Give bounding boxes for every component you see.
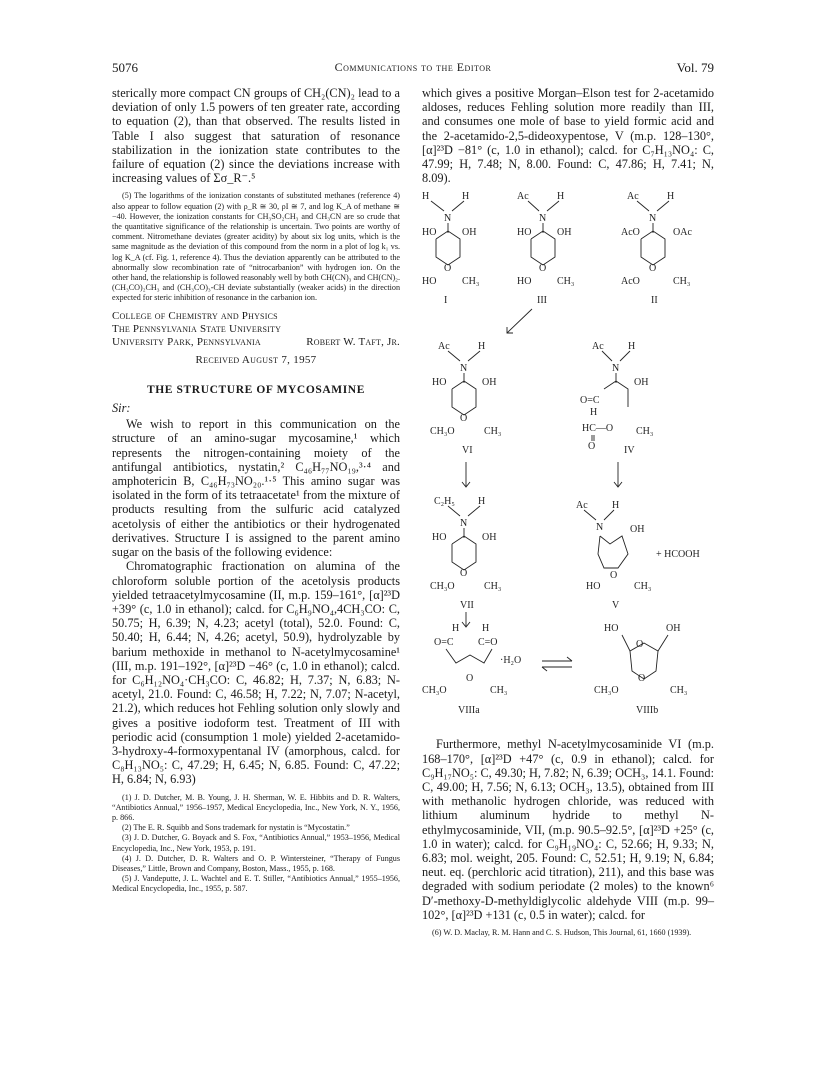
svg-text:O: O xyxy=(638,673,646,685)
svg-text:VIIIb: VIIIb xyxy=(636,705,659,717)
svg-text:N: N xyxy=(612,363,620,375)
svg-text:H: H xyxy=(422,191,430,203)
structure-II xyxy=(621,191,692,306)
svg-text:OH: OH xyxy=(557,227,572,239)
svg-text:N: N xyxy=(596,522,604,534)
structure-VI xyxy=(430,341,501,456)
svg-text:O: O xyxy=(636,639,644,651)
svg-text:VI: VI xyxy=(462,445,473,457)
author-name: Robert W. Taft, Jr. xyxy=(306,335,400,348)
svg-text:H: H xyxy=(478,496,486,508)
svg-text:HO: HO xyxy=(517,227,532,239)
arrows-down-row2 xyxy=(462,462,622,487)
affiliation-line-1: College of Chemistry and Physics xyxy=(112,309,278,322)
svg-text:Ac: Ac xyxy=(438,341,450,353)
svg-text:OH: OH xyxy=(462,227,477,239)
svg-text:CH₃: CH₃ xyxy=(673,276,691,288)
svg-text:I: I xyxy=(444,295,448,307)
footnotes xyxy=(112,793,400,895)
svg-text:C₂H₅: C₂H₅ xyxy=(434,496,455,508)
svg-text:C=O: C=O xyxy=(478,637,498,649)
svg-text:CH₃: CH₃ xyxy=(462,276,480,288)
svg-text:OH: OH xyxy=(630,524,645,536)
svg-text:HO: HO xyxy=(432,377,447,389)
svg-text:CH₃: CH₃ xyxy=(636,426,654,438)
structure-VII xyxy=(430,496,501,611)
footnote-5b: (5) J. Vandeputte, J. L. Wachtel and E. T. Stiller, “Antibiotics Annual,” 1955–1956, Medical Encyclopedia, Inc., 1955, p. 587. xyxy=(112,874,400,894)
svg-text:HO: HO xyxy=(517,276,532,288)
svg-text:O: O xyxy=(460,568,468,580)
svg-text:VIIIa: VIIIa xyxy=(458,705,480,717)
svg-text:O: O xyxy=(460,413,468,425)
svg-text:O: O xyxy=(588,441,596,453)
svg-text:CH₃O: CH₃O xyxy=(594,685,619,697)
svg-text:N: N xyxy=(460,363,468,375)
svg-text:OH: OH xyxy=(482,377,497,389)
svg-text:Ac: Ac xyxy=(592,341,604,353)
svg-text:O: O xyxy=(539,263,547,275)
svg-text:CH₃O: CH₃O xyxy=(430,581,455,593)
arrow-diagonal xyxy=(507,309,532,333)
svg-text:III: III xyxy=(537,295,547,307)
svg-text:H: H xyxy=(590,407,598,419)
equilibrium-arrows xyxy=(542,657,572,671)
svg-text:N: N xyxy=(539,213,547,225)
footnote-3: (3) J. D. Dutcher, G. Boyack and S. Fox, “Antibiotics Annual,” 1953–1956, Medical Encyclopedia, Inc., New York, 1953, p. 191. xyxy=(112,833,400,853)
footnote-5: (5) The logarithms of the ionization constants of substituted methanes (reference 4) also appear to follow equation (2) with ρ_R ≅ 30, ρI ≅ 7, and log K_A of methane ≅ −40. However, the ionization constants for CH₃SO₂CH₃ and CH₃CN are so crude that the quantitative significance of the relationship is uncertain. Two points are worthy of comment. Nitromethane deviates (greater acidity) by about six log units, which is the same magnitude as the deviation of this compound from the norm in a plot of log k₁ vs. log K_A (cf. Fig. 1, reference 4). Thus the deviation apparently can be attributed to the abnormally slow recombination rate of “nitrocarbanion” with hydrogen ion. On the other hand, the relationship is followed reasonably well by both CH(CN)₃ and CH(CN)₂. (CH₃CO)₂CH₃ and (CH₃CO)₃-CH deviate substantially (weaker acids) in the direction expected for steric inhibition of resonance in the carbanion ion. xyxy=(112,191,400,303)
svg-text:O=C: O=C xyxy=(580,395,600,407)
svg-text:H: H xyxy=(452,623,460,635)
svg-text:N: N xyxy=(649,213,657,225)
structure-VIIIa xyxy=(422,623,521,716)
structure-IV xyxy=(580,341,653,456)
svg-text:O=C: O=C xyxy=(434,637,454,649)
svg-text:H: H xyxy=(482,623,490,635)
svg-text:H: H xyxy=(478,341,486,353)
page-header xyxy=(112,60,714,78)
footnote-1: (1) J. D. Dutcher, M. B. Young, J. H. Sherman, W. E. Hibbits and D. R. Walters, “Antibiotics Annual,” 1956–1957, Medical Encyclopedia, Inc., New York, N. Y., 1956, p. 866. xyxy=(112,792,400,822)
reaction-scheme-2 xyxy=(422,619,714,737)
svg-text:H: H xyxy=(462,191,470,203)
svg-text:CH₃: CH₃ xyxy=(557,276,575,288)
formic-acid-product: + HCOOH xyxy=(656,549,700,561)
svg-text:HC—O: HC—O xyxy=(582,423,614,435)
svg-text:AcO: AcO xyxy=(621,276,640,288)
svg-text:OH: OH xyxy=(634,377,649,389)
svg-text:II: II xyxy=(651,295,658,307)
affiliation-line-3: University Park, Pennsylvania xyxy=(112,335,261,348)
svg-text:O: O xyxy=(610,570,618,582)
paragraph-top: which gives a positive Morgan–Elson test for 2-acetamido aldoses, reduces Fehling solution more readily than III, and consumes one mole of base to yield formic acid and the 2-acetamido-2,5-dideoxypentose, V (m.p. 128–130°, [α]²³D −81° (c, 1.0 in ethanol); calcd. for C₇H₁₃NO₄: C, 47.99; H, 7.48; N, 8.00. Found: C, 47.86; H, 7.41; N, 8.09). xyxy=(422,86,714,186)
reaction-scheme xyxy=(422,187,714,659)
page-number: 5076 xyxy=(112,60,138,75)
received-date: Received August 7, 1957 xyxy=(195,353,317,366)
paragraph-continued: sterically more compact CN groups of CH₂(CN)₂ lead to a deviation of only 1.5 powers of ten greater rate, according to equation (2), than that observed. The results listed in Table I also suggest that saturation of resonance stabilization in the ionization state contributes to the failure of equation (2) since the deviations increase with increasing values of Σσ_R⁻.⁵ xyxy=(112,86,400,186)
svg-text:OAc: OAc xyxy=(673,227,692,239)
structure-I xyxy=(422,191,479,306)
structure-V xyxy=(576,500,651,611)
svg-text:O: O xyxy=(649,263,657,275)
running-title: Communications to the Editor xyxy=(334,60,492,74)
salutation: Sir: xyxy=(112,401,131,416)
right-column xyxy=(422,86,714,938)
structure-VIIIb xyxy=(594,623,687,716)
svg-text:CH₃: CH₃ xyxy=(634,581,652,593)
svg-text:HO: HO xyxy=(586,581,601,593)
paragraph-2: Chromatographic fractionation on alumina of the chloroform soluble portion of the acetolysis products yielded tetraacetylmycosamine (II, m.p. 159–161°, [α]²³D +39° (c, 1.0 in ethanol); calcd. for C₆H₉NO₄,4CH₃CO: C, 50.75; H, 6.39; N, 4.23; acetyl (total), 52.0. Found: C, 50.40; H, 6.44; N, 4.26; acetyl, 50.9), hydrolyzable by barium methoxide in methanol to N-acetylmycosamine¹ (III, m.p. 191–192°, [α]²³D −46° (c, 1.0 in ethanol); calcd. for C₆H₁₂NO₄·CH₃CO: C, 46.82; H, 7.37; N, 6.83; N-acetyl, 21.0. Found: C, 46.58; H, 7.22; N, 7.07; N-acetyl, 21.2), which reduces hot Fehling solution only slowly and gives a positive iodoform test. Treatment of III with periodic acid (consumption 1 mole) yielded 2-acetamido-3-hydroxy-4-formoxypentanal IV (amorphous, calcd. for C₈H₁₃NO₅: C, 47.29; H, 6.45; N, 6.85. Found: C, 47.22; H, 6.84; N, 6.93) xyxy=(112,559,400,787)
svg-text:AcO: AcO xyxy=(621,227,640,239)
left-column xyxy=(112,86,400,895)
paragraph-1: We wish to report in this communication on the structure of an amino-sugar mycosamine,¹ which represents the nitrogen-containing moiety of the antifungal antibiotics, nystatin,² C₄₆H₇₇NO₁₉,³·⁴ and amphotericin B, C₄₆H₇₃NO₂₀.¹·⁵ This amino sugar was isolated in the form of its tetraacetate¹ from the mixture of products resulting from the sulfuric acid catalyzed acetolysis of either the antibiotics or their hydrogenated derivatives. Structure I is assigned to the parent amino sugar on the basis of the following evidence: xyxy=(112,417,400,560)
svg-text:IV: IV xyxy=(624,445,635,457)
svg-text:CH₃: CH₃ xyxy=(490,685,508,697)
paragraph-bottom: Furthermore, methyl N-acetylmycosaminide VI (m.p. 168–170°, [α]²³D +47° (c, 0.9 in ethanol); calcd. for C₉H₁₇NO₅: C, 49.30; H, 7.82; N, 6.39; OCH₃, 14.1. Found: C, 49.00; H, 7.56; N, 6.13; OCH₃, 13.5), obtained from III with methanolic hydrogen chloride, was reduced with lithium aluminum hydride to methyl N-ethylmycosaminide, VII, (m.p. 90.5–92.5°, [α]²³D +25° (c, 1.0 in water); calcd. for C₉H₁₉NO₄: C, 52.66; H, 9.33; N, 6.83; mol. weight, 205. Found: C, 52.51; H, 9.19; N, 6.84; neut. eq. (perchloric acid titration), 211), and this base was degraded with sodium periodate (2 moles) to the known⁶ D′-methoxy-D-methyldiglycolic aldehyde VIII (m.p. 99–102°, [α]²³D +131 (c, 0.5 in water); calcd. for xyxy=(422,737,714,922)
svg-text:CH₃: CH₃ xyxy=(484,426,502,438)
article-title: THE STRUCTURE OF MYCOSAMINE xyxy=(146,383,365,396)
footnote-6: (6) W. D. Maclay, R. M. Hann and C. S. Hudson, This Journal, 61, 1660 (1939). xyxy=(432,928,692,938)
svg-text:Ac: Ac xyxy=(576,500,588,512)
structure-III xyxy=(517,191,574,306)
svg-text:N: N xyxy=(460,518,468,530)
svg-text:HO: HO xyxy=(432,532,447,544)
svg-text:VII: VII xyxy=(460,600,474,612)
volume-label: Vol. 79 xyxy=(676,60,714,75)
svg-text:O: O xyxy=(466,673,474,685)
svg-text:OH: OH xyxy=(666,623,681,635)
svg-text:Ac: Ac xyxy=(627,191,639,203)
svg-text:CH₃: CH₃ xyxy=(670,685,688,697)
svg-text:·H₂O: ·H₂O xyxy=(500,655,522,667)
svg-text:O: O xyxy=(444,263,452,275)
svg-text:HO: HO xyxy=(604,623,619,635)
affiliation-block xyxy=(112,310,400,349)
svg-text:CH₃O: CH₃O xyxy=(422,685,447,697)
svg-text:H: H xyxy=(612,500,620,512)
footnote-4: (4) J. D. Dutcher, D. R. Walters and O. P. Wintersteiner, “Therapy of Fungus Diseases,” Little, Brown and Company, Boston, Mass., 1955, p. 168. xyxy=(112,853,400,873)
svg-text:Ac: Ac xyxy=(517,191,529,203)
svg-text:H: H xyxy=(628,341,636,353)
svg-text:V: V xyxy=(612,600,620,612)
svg-text:CH₃: CH₃ xyxy=(484,581,502,593)
svg-text:CH₃O: CH₃O xyxy=(430,426,455,438)
svg-text:N: N xyxy=(444,213,452,225)
svg-text:H: H xyxy=(667,191,675,203)
svg-text:OH: OH xyxy=(482,532,497,544)
svg-text:HO: HO xyxy=(422,227,437,239)
svg-text:HO: HO xyxy=(422,276,437,288)
footnote-2: (2) The E. R. Squibb and Sons trademark for nystatin is “Mycostatin.” xyxy=(122,823,350,833)
affiliation-line-2: The Pennsylvania State University xyxy=(112,322,282,335)
svg-text:H: H xyxy=(557,191,565,203)
